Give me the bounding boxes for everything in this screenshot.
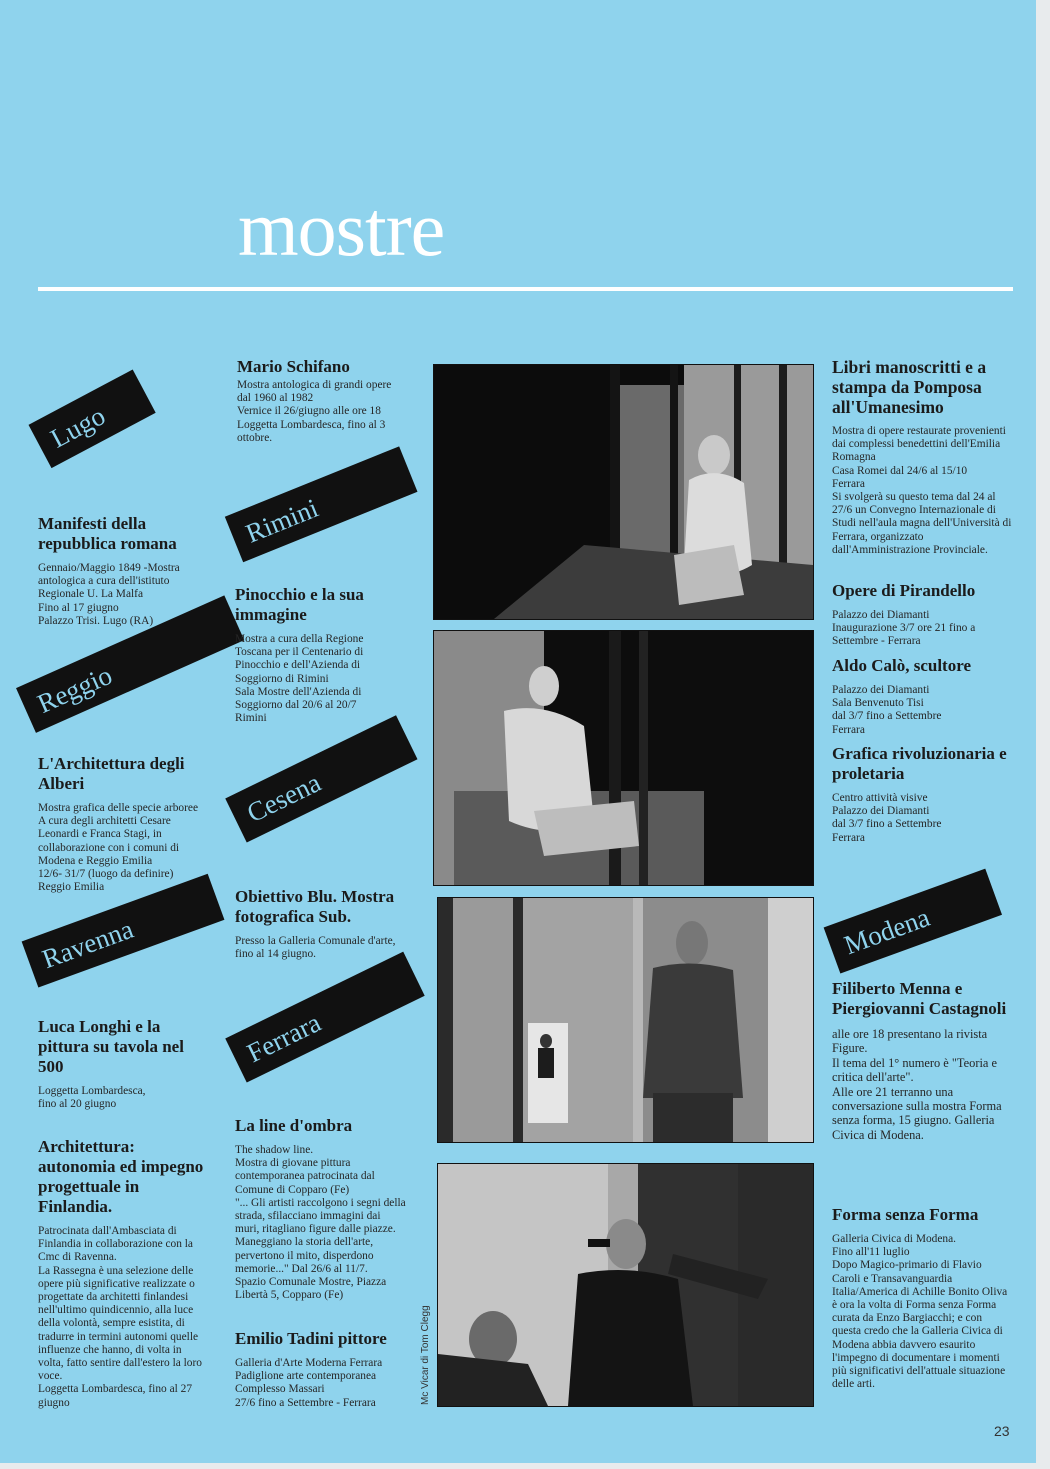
prisoner-cell-photo [434, 365, 813, 619]
entry-architettura-alberi [38, 754, 206, 894]
prisoner-wall-photo [434, 631, 813, 885]
entry-libri [832, 357, 1012, 557]
page-number: 23 [994, 1423, 1010, 1439]
tag-lugo: Lugo [28, 369, 155, 468]
entry-pinocchio [235, 585, 397, 725]
film-still-1 [433, 364, 814, 620]
entry-grafica [832, 744, 1012, 845]
hostage-gun-photo [438, 1164, 813, 1406]
entry-title: Aldo Calò, scultore [832, 656, 971, 675]
entry-body: Mostra di opere restaurate provenienti dai complessi benedettini dell'Emilia Romagna Casa Romei dal 24/6 al 15/10 Ferrara Si svolgerà su questo tema dal 24 al 27/6 un Convegno Internazionale di Studi nell'aula magna dell'Università di Ferrara, organizzato dall'Amministrazione Provinciale. [832, 425, 1012, 556]
entry-title: La line d'ombra [235, 1116, 353, 1135]
tag-cesena: Cesena [225, 715, 417, 842]
section-title: mostre [238, 185, 445, 272]
photo-credit: Mc Vicar di Tom Clegg [420, 1305, 431, 1405]
entry-menna [832, 979, 1012, 1142]
entry-body: Galleria Civica di Modena. Fino all'11 luglio Dopo Magico-primario di Flavio Caroli e Transavanguardia Italia/America di Achille Bonito Oliva è ora la volta di Forma senza Forma curata da Enzo Bargiacchi; e con questa credo che la Galleria Civica di Modena abbia davvero esaurito l'impegno di documentare i momenti più significativi dell'attuale situazione delle arti. [832, 1233, 1008, 1391]
entry-title: Luca Longhi e la pittura su tavola nel 500 [38, 1017, 184, 1076]
entry-body: Gennaio/Maggio 1849 -Mostra antologica a cura dell'istituto Regionale U. La Malfa Fino al 17 giugno Palazzo Trisi. Lugo (RA) [38, 562, 180, 627]
tag-reggio: Reggio [16, 595, 244, 732]
entry-title: Mario Schifano [237, 357, 350, 376]
film-still-3 [437, 897, 814, 1143]
entry-body: Loggetta Lombardesca, fino al 20 giugno [38, 1085, 146, 1111]
tag-ravenna: Ravenna [22, 874, 225, 988]
tag-ferrara: Ferrara [225, 952, 424, 1083]
entry-body: Palazzo dei Diamanti Sala Benvenuto Tisi dal 3/7 fino a Settembre Ferrara [832, 684, 942, 736]
entry-ombra [235, 1116, 407, 1302]
entry-finlandia [38, 1137, 210, 1410]
entry-forma [832, 1205, 1012, 1391]
entry-longhi [38, 1017, 206, 1111]
entry-manifesti [38, 514, 206, 628]
entry-body: Mostra a cura della Regione Toscana per il Centenario di Pinocchio e dell'Azienda di Soggiorno di Rimini Sala Mostre dell'Azienda di Soggiorno dal 20/6 al 20/7 Rimini [235, 633, 364, 725]
entry-obiettivo [235, 887, 407, 961]
entry-schifano [237, 357, 397, 445]
entry-title: L'Architettura degli Alberi [38, 754, 185, 793]
entry-body: Galleria d'Arte Moderna Ferrara Padiglione arte contemporanea Complesso Massari 27/6 fino a Settembre - Ferrara [235, 1357, 383, 1409]
entry-body: Mostra antologica di grandi opere dal 1960 al 1982 Vernice il 26/giugno alle ore 18 Loggetta Lombardesca, fino al 3 ottobre. [237, 379, 392, 444]
entry-title: Grafica rivoluzionaria e proletaria [832, 744, 1007, 783]
paper-edge [1036, 0, 1050, 1469]
film-still-2 [433, 630, 814, 886]
entry-title: Opere di Pirandello [832, 581, 976, 600]
entry-title: Pinocchio e la sua immagine [235, 585, 364, 624]
entry-pirandello [832, 581, 1012, 649]
entry-title: Forma senza Forma [832, 1205, 979, 1224]
entry-tadini [235, 1329, 411, 1410]
guard-corridor-photo [438, 898, 813, 1142]
tag-rimini: Rimini [225, 446, 418, 562]
paper-edge-bottom [0, 1463, 1050, 1469]
entry-body: Presso la Galleria Comunale d'arte, fino al 14 giugno. [235, 935, 396, 961]
entry-title: Emilio Tadini pittore [235, 1329, 387, 1348]
film-still-4 [437, 1163, 814, 1407]
entry-title: Obiettivo Blu. Mostra fotografica Sub. [235, 887, 395, 926]
entry-body: Centro attività visive Palazzo dei Diamanti dal 3/7 fino a Settembre Ferrara [832, 792, 942, 844]
entry-body: Palazzo dei Diamanti Inaugurazione 3/7 ore 21 fino a Settembre - Ferrara [832, 609, 976, 648]
entry-title: Manifesti della repubblica romana [38, 514, 177, 553]
entry-title: Libri manoscritti e a stampa da Pomposa all'Umanesimo [832, 357, 987, 417]
entry-body: The shadow line. Mostra di giovane pittura contemporanea patrocinata dal Comune di Copparo (Fe) "... Gli artisti raccolgono i segni della strada, sfilacciano immagini dai muri, ritagliano figure dalle piazze. Maneggiano la storia dell'arte, pervertono il mito, disperdono memorie..." Dal 26/6 al 11/7. Spazio Comunale Mostre, Piazza Libertà 5, Copparo (Fe) [235, 1144, 406, 1302]
entry-body: alle ore 18 presentano la rivista Figure. Il tema del 1° numero è "Teoria e critica dell'arte". Alle ore 21 terranno una conversazione sulla mostra Forma senza forma, 15 giugno. Galleria Civica di Modena. [832, 1027, 1002, 1142]
tag-modena: Modena [824, 869, 1002, 974]
entry-title: Filiberto Menna e Piergiovanni Castagnoli [832, 979, 1007, 1018]
title-rule [38, 287, 1013, 291]
entry-title: Architettura: autonomia ed impegno progettuale in Finlandia. [38, 1137, 204, 1216]
entry-calo [832, 656, 1012, 737]
entry-body: Mostra grafica delle specie arboree A cura degli architetti Cesare Leonardi e Franca Stagi, in collaborazione con i comuni di Modena e Reggio Emilia 12/6- 31/7 (luogo da definire) Reggio Emilia [38, 802, 199, 894]
entry-body: Patrocinata dall'Ambasciata di Finlandia in collaborazione con la Cmc di Ravenna. La Rassegna è una selezione delle opere più significative realizzate o progettate da architetti finlandesi nell'ultimo quindicennio, alla luce della volontà, sempre esistita, di tradurre in termini autonomi quelle influenze che hanno, di volta in volta, fatto sentire dall'estero la loro voce. Loggetta Lombardesca, fino al 27 giugno [38, 1225, 202, 1409]
